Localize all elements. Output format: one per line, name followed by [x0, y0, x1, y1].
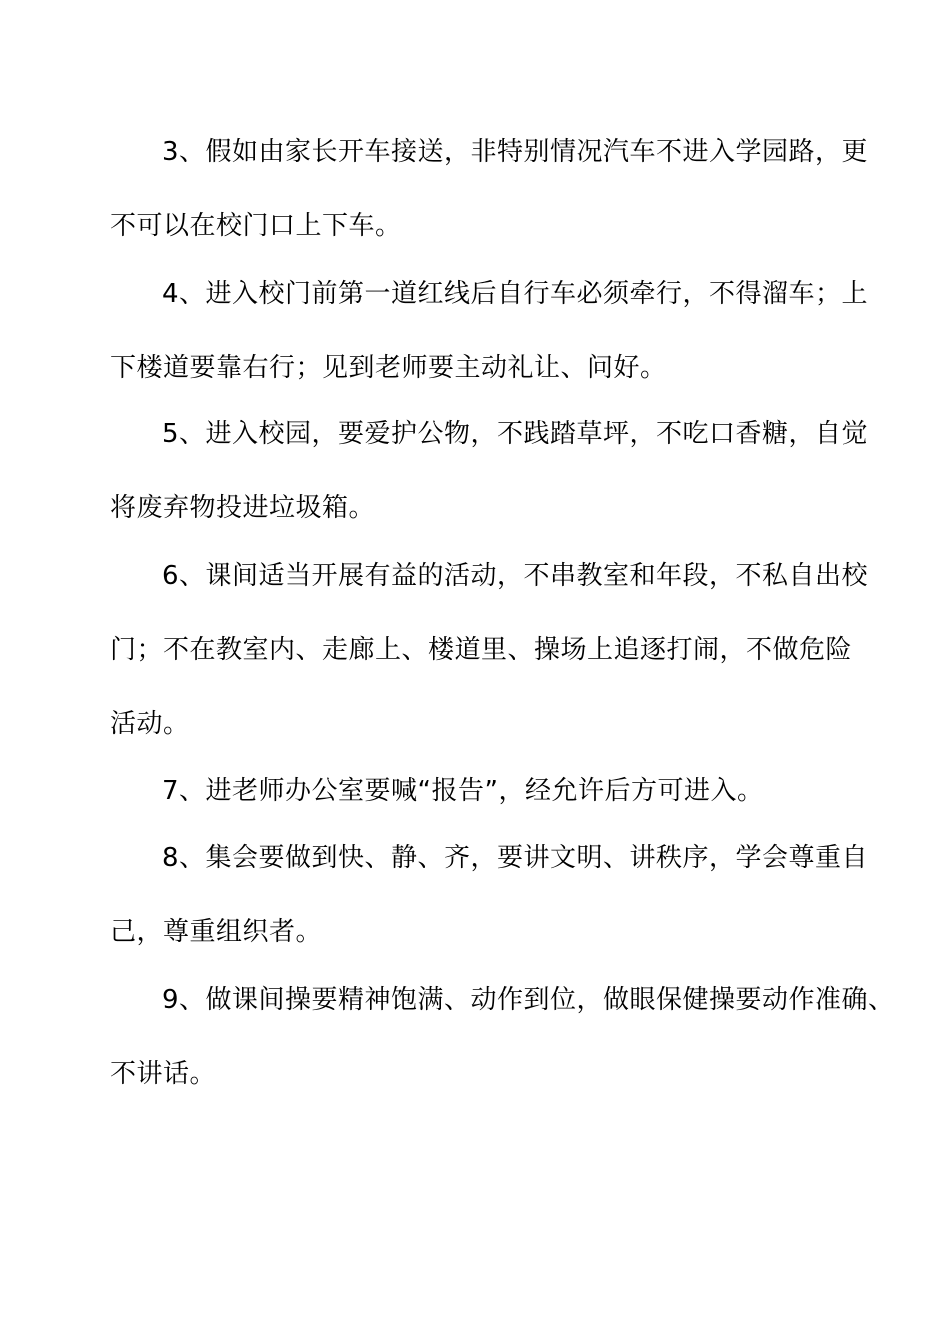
item-5-line-1: 5、进入校园，要爱护公物，不践踏草坪，不吃口香糖，自觉 [162, 419, 869, 449]
item-8-line-2: 己，尊重组织者。 [110, 917, 323, 947]
item-3-line-1: 3、假如由家长开车接送，非特别情况汽车不进入学园路，更 [162, 137, 869, 167]
item-6-line-3: 活动。 [110, 709, 190, 739]
item-6-line-2: 门；不在教室内、走廊上、楼道里、操场上追逐打闹，不做危险 [110, 635, 853, 665]
item-3-line-2: 不可以在校门口上下车。 [110, 211, 402, 241]
item-4-line-1: 4、进入校门前第一道红线后自行车必须牵行，不得溜车；上 [162, 279, 869, 309]
item-4-line-2: 下楼道要靠右行；见到老师要主动礼让、问好。 [110, 353, 667, 383]
item-9-line-2: 不讲话。 [110, 1059, 217, 1089]
item-8-line-1: 8、集会要做到快、静、齐，要讲文明、讲秩序，学会尊重自 [162, 843, 869, 873]
item-7-line-1: 7、进老师办公室要喊“报告”，经允许后方可进入。 [162, 776, 764, 806]
item-6-line-1: 6、课间适当开展有益的活动，不串教室和年段，不私自出校 [162, 561, 869, 591]
item-5-line-2: 将废弃物投进垃圾箱。 [110, 493, 376, 523]
item-9-line-1: 9、做课间操要精神饱满、动作到位，做眼保健操要动作准确、 [162, 985, 895, 1015]
